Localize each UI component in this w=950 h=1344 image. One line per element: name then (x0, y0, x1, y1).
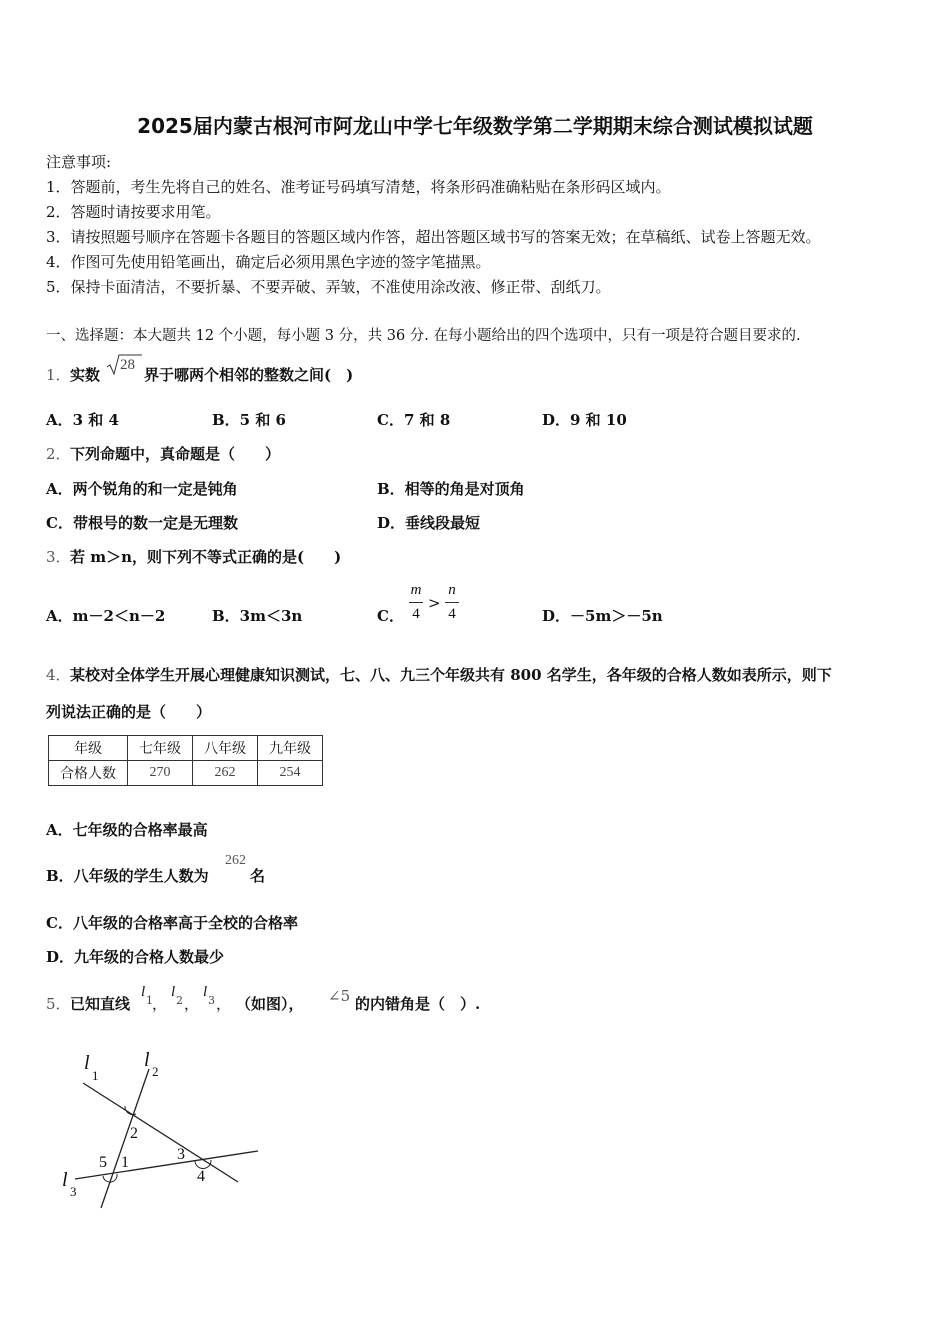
q5-l2-sub: 2 (176, 994, 183, 1007)
q5-l1: l (141, 984, 146, 1000)
q2-option-b[interactable]: B．相等的角是对顶角 (377, 480, 525, 498)
q3-fraction-bar (445, 602, 459, 603)
q5-number: 5． (46, 995, 71, 1013)
figure-angle-3: 3 (177, 1146, 185, 1163)
q5-comma: ， (184, 995, 200, 1013)
notice-item: 2．答题时请按要求用笔。 (46, 203, 221, 221)
q4-text-line1: 某校对全体学生开展心理健康知识测试，七、八、九三个年级共有 800 名学生，各年级的合格人数如表所示，则下 (70, 666, 832, 684)
notice-item: 3．请按照题号顺序在答题卡各题目的答题区域内作答，超出答题区域书写的答案无效；在草稿纸、试卷上答题无效。 (46, 228, 821, 246)
q5-comma: ， (152, 995, 168, 1013)
table-header-cell: 年级 (49, 736, 128, 761)
q5-angle: ∠5 (328, 987, 351, 1005)
table-cell: 254 (258, 761, 323, 786)
q3-number: 3． (46, 548, 71, 566)
q1-post: 界于哪两个相邻的整数之间( ) (144, 366, 354, 384)
q4-option-c[interactable]: C．八年级的合格率高于全校的合格率 (46, 914, 298, 932)
q4-text-line2: 列说法正确的是（ ） (46, 703, 212, 721)
q1-number: 1． (46, 366, 71, 384)
figure-label-l2-sub: 2 (152, 1064, 159, 1079)
table-row (49, 736, 323, 761)
table-cell: 270 (128, 761, 193, 786)
q5-l3-sub: 3 (208, 994, 215, 1007)
q1-option-d[interactable]: D．9 和 10 (542, 411, 627, 429)
q5-l3: l (203, 984, 208, 1000)
q3-option-c-label[interactable]: C． (377, 607, 404, 625)
figure-angle-4: 4 (197, 1168, 205, 1185)
q3-option-d[interactable]: D．－5m＞－5n (542, 607, 663, 625)
q3-greater-sign: > (428, 594, 441, 612)
q5-mid: （如图）， (236, 995, 304, 1013)
q2-option-a[interactable]: A．两个锐角的和一定是钝角 (46, 480, 238, 498)
q1-option-c[interactable]: C．7 和 8 (377, 411, 451, 429)
notice-item: 5．保持卡面清洁，不要折暴、不要弄破、弄皱，不准使用涂改液、修正带、刮纸刀。 (46, 278, 611, 296)
q4-option-d[interactable]: D．九年级的合格人数最少 (46, 948, 225, 966)
q3-option-a[interactable]: A．m－2＜n－2 (46, 607, 166, 625)
q4-option-b-pre[interactable]: B．八年级的学生人数为 (46, 867, 209, 885)
q5-pre: 已知直线 (70, 995, 131, 1013)
table-cell: 262 (193, 761, 258, 786)
q3-fraction-numerator: n (448, 582, 456, 598)
figure-angle-1: 1 (121, 1154, 129, 1171)
q5-comma: ， (216, 995, 232, 1013)
q3-option-b[interactable]: B．3m＜3n (212, 607, 303, 625)
q1-pre: 实数 (70, 366, 101, 384)
figure-label-l1: l (84, 1052, 90, 1074)
notice-item: 1．答题前，考生先将自己的姓名、准考证号码填写清楚，将条形码准确粘贴在条形码区域内。 (46, 178, 671, 196)
q3-fraction-bar (409, 602, 423, 603)
table-header-cell: 八年级 (193, 736, 258, 761)
q3-fraction-numerator: m (410, 582, 422, 598)
notice-item: 4．作图可先使用铅笔画出，确定后必须用黑色字迹的签字笔描黑。 (46, 253, 491, 271)
q4-option-a[interactable]: A．七年级的合格率最高 (46, 821, 208, 839)
q2-option-d[interactable]: D．垂线段最短 (377, 514, 481, 532)
line-l2 (101, 1069, 149, 1208)
q3-text: 若 m＞n，则下列不等式正确的是( ) (70, 548, 342, 566)
q1-option-b[interactable]: B．5 和 6 (212, 411, 286, 429)
q5-post: 的内错角是（ ）. (355, 995, 481, 1013)
table-header-cell: 七年级 (128, 736, 193, 761)
figure-label-l3: l (62, 1169, 68, 1191)
figure-label-l2: l (144, 1049, 150, 1071)
q1-radicand: 28 (120, 357, 135, 373)
q4-option-b-value: 262 (225, 853, 246, 868)
q2-number: 2． (46, 445, 71, 463)
q4-option-b-post: 名 (250, 867, 266, 885)
q1-option-a[interactable]: A．3 和 4 (46, 411, 119, 429)
q3-fraction-denominator: 4 (448, 606, 456, 622)
page-title: 2025届内蒙古根河市阿龙山中学七年级数学第二学期期末综合测试模拟试题 (137, 114, 813, 138)
section-heading: 一、选择题：本大题共 12 个小题，每小题 3 分，共 36 分. 在每小题给出的四个选项中，只有一项是符合题目要求的. (46, 328, 801, 344)
grade-table (48, 735, 323, 786)
figure-label-l3-sub: 3 (70, 1184, 77, 1199)
table-header-cell: 九年级 (258, 736, 323, 761)
table-row (49, 761, 323, 786)
q4-number: 4． (46, 666, 71, 684)
table-cell: 合格人数 (49, 761, 128, 786)
notice-heading: 注意事项: (46, 153, 112, 171)
q3-fraction-denominator: 4 (412, 606, 420, 622)
figure-label-l1-sub: 1 (92, 1068, 99, 1083)
figure-angle-5: 5 (99, 1154, 107, 1171)
figure-angle-2: 2 (130, 1125, 138, 1142)
q5-l1-sub: 1 (146, 994, 153, 1007)
q2-text: 下列命题中，真命题是（ ） (70, 445, 281, 463)
q2-option-c[interactable]: C．带根号的数一定是无理数 (46, 514, 238, 532)
q5-l2: l (171, 984, 176, 1000)
